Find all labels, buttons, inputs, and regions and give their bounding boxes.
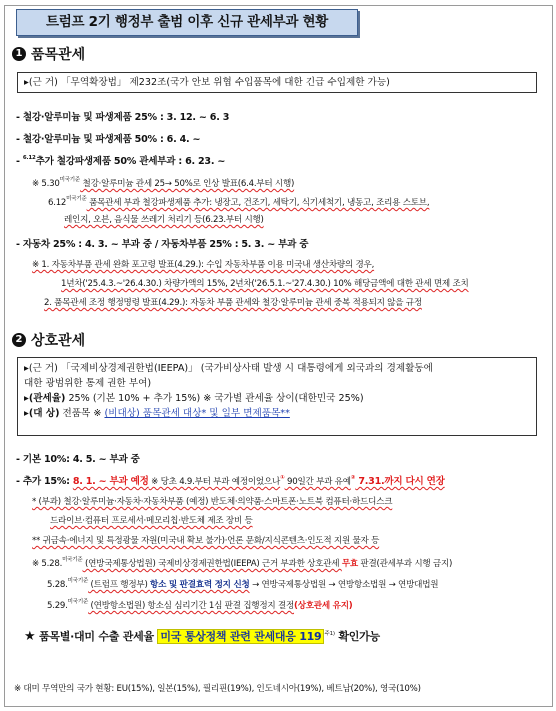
number-two-badge: 2 (12, 333, 26, 347)
base-rate-line: - 기본 10%: 4. 5. ~ 부과 중 (16, 454, 140, 465)
steel-50-line: - 철강·알루미늄 및 파생제품 50% : 6. 4. ~ (16, 134, 201, 145)
basis-line (18, 75, 536, 90)
basis-prefix: ▸(근 거) (24, 77, 58, 88)
auto-note-2: 2. 품목관세 조정 행정명령 발표(4.29.): 자동차 부품 관세와 철강·알루미늄 관세 중복 적용되지 않을 규정 (44, 298, 422, 308)
basis-line: ▸(근 거) 「국제비상경제권한법(IEEPA)」 (국가비상사태 발생 시 대통령에게 외국과의 경제활동에 (24, 363, 433, 374)
section-title: 품목관세 (31, 47, 86, 63)
number-one-badge: 1 (12, 47, 26, 61)
steel-25-line: - 철강·알루미늄 및 파생제품 25% : 3. 12. ~ 6. 3 (16, 112, 230, 123)
rate-line: ▸(관세율) 25% (기본 10% + 추가 15%) ※ 국가별 관세율 상이(대한민국 25%) (24, 393, 364, 404)
auto-note-1-cont: 1년차('25.4.3.~'26.4.30.) 차량가액의 15%, 2년차('26.5.1.~'27.4.30.) 10% 해당금액에 대한 관세 면제 조치 (61, 279, 469, 289)
target-line: ▸(대 상) 전품목 ※ (비대상) 품목관세 대상* 및 일부 면제품목** (24, 408, 290, 419)
tariff-items-note: * (부과) 철강·알루미늄·자동차·자동차부품 (예정) 반도체·의약품·스마트폰·노트북 컴퓨터·하드디스크 (32, 497, 393, 507)
page-title: 트럼프 2기 행정부 출범 이후 신규 관세부과 현황 (16, 9, 358, 36)
stay-decision-line: 5.29.$^{미국기준}$ (연방항소법원) 항소심 심리기간 1심 판결 집행정지 결정(상호관세 유지) (47, 599, 353, 611)
note-steel-increase: ※ $5.30^{미국기준}$ 철강·알루미늄 관세 25→ 50%로 인상 발표(6.4.부터 시행) (32, 177, 295, 189)
section-title: 상호관세 (31, 333, 86, 349)
auto-note-1: ※ 1. 자동차부품 관세 완화 포고령 발표(4.29.): 수입 자동차부품 이용 미국내 생산차량의 경우, (32, 260, 375, 270)
basis-box-reciprocal (17, 357, 537, 436)
star-icon: ★ (24, 629, 36, 644)
exempt-items-link: (비대상) 품목관세 대상* 및 일부 면제품목** (104, 408, 290, 419)
note-derivative-list-cont: 레인지, 오븐, 음식물 쓰레기 처리기 등(6.23.부터 시행) (64, 215, 264, 225)
date-superscript: 6.12 (22, 155, 36, 161)
appeal-line: 5.28.$^{미국기준}$ (트럼프 행정부) 항소 및 판결효력 정지 신청 → 연방국제통상법원 → 연방항소법원 → 연방대법원 (47, 578, 439, 590)
basis-box-item-tariff (17, 72, 537, 93)
exempt-items-note: ** 귀금속·에너지 및 특정광물 자원(미국내 확보 불가)·언론 문화/지식콘텐츠·인도적 지원 물자 등 (32, 536, 380, 546)
basis-line-cont: 대한 광범위한 통제 권한 부여) (24, 378, 152, 389)
auto-tariff-line: - 자동차 25% : 4. 3. ~ 부과 중 / 자동차부품 25% : 5. 3. ~ 부과 중 (16, 239, 309, 250)
tariff-items-note-cont: 드라이브·컴퓨터 프로세서·메모리칩·반도체 제조 장비 등 (50, 516, 253, 526)
section-heading-item-tariff (12, 44, 85, 64)
note-derivative-list: $6.12^{미국기준}$ 품목관세 부과 철강파생제품 추가: 냉장고, 건조기, 세탁기, 식기세척기, 냉동고, 조리용 스토브, (48, 196, 430, 208)
footnote: ※ 대미 무역만의 국가 현황: EU(15%), 일본(15%), 필리핀(19%), 인도네시아(19%), 베트남(20%), 영국(10%) (14, 684, 421, 694)
basis-text: 「무역확장법」 제232조(국가 안보 위협 수입품목에 대한 긴급 수입제한 가능) (60, 77, 390, 88)
steel-derivative-text: 추가 철강파생제품 50% 관세부과 : 6. 23. ~ (35, 156, 226, 167)
steel-derivative-line: - $^{6.12}$추가 철강파생제품 50% 관세부과 : 6. 23. ~ (16, 155, 226, 167)
summary-line: ★ 품목별·대미 수출 관세율 미국 통상정책 관련 관세대응 119 $^{주1)}$ 확인가능 (24, 629, 380, 644)
tariff-119-highlight[interactable]: 미국 통상정책 관련 관세대응 119 (157, 629, 324, 644)
court-ruling-line: ※ 5.28.$^{미국기준}$ (연방국제통상법원) 국제비상경제권한법(IEEPA) 근거 부과한 상호관세 무효 판결(관세부과 시행 금지) (32, 557, 453, 569)
section-heading-reciprocal-tariff (12, 330, 85, 350)
extra-rate-line: - 추가 15%: 8. 1. ~ 부과 예정 ※ 당초 4.9.부터 부과 예정이었으나① 90일간 부과 유예② 7.31.까지 다시 연장 (16, 475, 445, 487)
